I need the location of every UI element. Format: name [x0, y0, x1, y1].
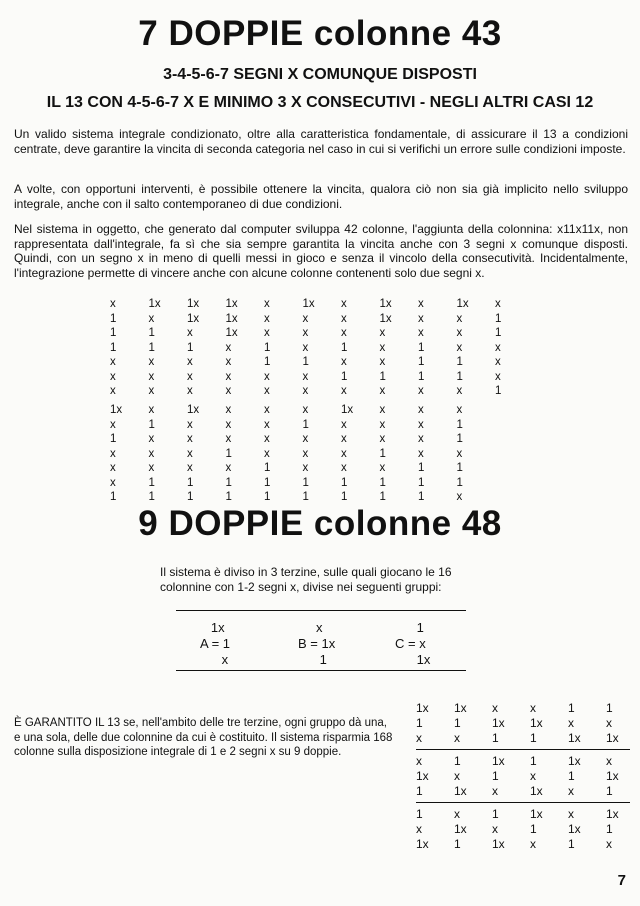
grid-cell: 1 [225, 491, 232, 503]
grid-cell: 1x [606, 769, 619, 783]
grid-cell: 1 [264, 341, 271, 354]
divider-top [176, 610, 466, 611]
grid-cell: x [302, 385, 309, 397]
grid-cell: x [264, 418, 270, 431]
block-divider [416, 749, 630, 750]
grid-cell: 1 [456, 433, 463, 445]
grid-cell: 1 [302, 356, 309, 368]
grid-cell: 1 [187, 476, 194, 489]
grid-cell: x [187, 462, 193, 474]
grid-cell: 1 [454, 837, 461, 851]
grid-cell: x [148, 404, 155, 416]
grid-cell: x [495, 298, 501, 310]
grid-cell: 1 [568, 769, 575, 783]
grid-cell: 1 [456, 462, 463, 474]
grid-row [416, 822, 640, 837]
grid-cell: x [456, 447, 463, 460]
grid-row [416, 807, 640, 822]
grid-cell: x [148, 433, 155, 445]
grid-cell: 1x [568, 754, 581, 768]
grid-cell: 1 [606, 822, 613, 836]
grid-row [110, 341, 534, 356]
grid-cell: x [225, 418, 232, 431]
grid-cell: 1x [148, 298, 161, 310]
grid-cell: x [379, 341, 386, 354]
grid-cell: 1 [148, 327, 155, 339]
grid-cell: x [225, 370, 232, 383]
subtitle-condizioni: IL 13 CON 4-5-6-7 X E MINIMO 3 X CONSECUTIVI - NEGLI ALTRI CASI 12 [46, 94, 594, 111]
grid-cell: x [416, 731, 422, 745]
grid-cell: x [264, 385, 270, 397]
grid-cell: x [379, 433, 386, 445]
grid-cell: 1x [456, 298, 469, 310]
grid-cell: 1x [110, 404, 123, 416]
grid-row [416, 769, 640, 784]
paragraph-2: A volte, con opportuni interventi, è possibile ottenere la vincita, qualora ciò non sia già implicito nello sviluppo integrale, anche con il salto contemporaneo di due condizioni. [14, 182, 628, 211]
grid-cell: 1 [341, 491, 348, 503]
grid-cell: x [456, 385, 463, 397]
grid-cell: x [379, 418, 386, 431]
grid-cell: 1 [606, 701, 613, 715]
grid-cell: x [187, 370, 193, 383]
paragraph-garantito: È GARANTITO IL 13 se, nell'ambito delle tre terzine, ogni gruppo dà una, e una sola, delle due colonnine da cui è costituito. Il sistema risparmia 168 colonne sulla disposizione integrale di 1 e 2 segni x su 9 doppie. [14, 717, 393, 758]
grid-row [110, 461, 495, 476]
grid-cell: 1 [492, 769, 499, 783]
grid-cell: 1 [302, 491, 309, 503]
grid-cell: 1 [606, 784, 613, 798]
grid-row [416, 701, 640, 716]
grid-cell: x [302, 341, 309, 354]
grid-row [416, 754, 640, 769]
grid-cell: 1x [341, 404, 354, 416]
grid-cell: x [379, 385, 386, 397]
grid-cell: 1 [341, 341, 348, 354]
grid-cell: 1 [530, 754, 537, 768]
grid-cell: 1 [110, 491, 117, 503]
grid-cell: x [492, 701, 498, 715]
grid-cell: x [418, 433, 424, 445]
grid-cell: x [495, 356, 501, 368]
grid-cell: x [110, 418, 116, 431]
grid-cell: 1 [302, 476, 309, 489]
title-9-doppie: 9 DOPPIE colonne 48 [138, 504, 502, 543]
grid-cell: x [148, 385, 155, 397]
divider-bottom [176, 670, 466, 671]
grid-cell: x [568, 716, 574, 730]
grid-cell: x [379, 356, 386, 368]
grid-cell: x [456, 341, 463, 354]
paragraph-3: Nel sistema in oggetto, che generato dal computer sviluppa 42 colonne, l'aggiunta della colonnina: x11x11x, non rappresentata dall'integrale, fa sì che sia sempre garantita la vincita anche con 3 segni x comunque disposti. Quindi, con un segno x in meno di quelli messi in gioco e senza il vincolo della consecutività. Incidentalmente, l'integrazione permette di vincere anche con alcune colonne contenenti solo due segni x. [14, 222, 628, 280]
grid-cell: x [530, 701, 536, 715]
grid-cell: 1x [606, 807, 619, 821]
grid-cell: 1x [492, 716, 505, 730]
grid-cell: x [110, 298, 116, 310]
grid-cell: x [418, 385, 424, 397]
grid-cell: x [225, 404, 232, 416]
grid-cell: 1 [264, 356, 271, 368]
grid-row [110, 297, 534, 312]
grid-cell: 1 [148, 476, 155, 489]
grid-cell: x [495, 341, 501, 354]
grid-row [110, 384, 534, 399]
grid-cell: 1x [492, 754, 505, 768]
grid-row [416, 731, 640, 746]
grid-row [416, 716, 640, 731]
grid-cell: x [148, 462, 155, 474]
grid-cell: 1 [530, 731, 537, 745]
grid-cell: 1x [568, 822, 581, 836]
grid-cell: 1 [568, 837, 575, 851]
grid-row [416, 837, 640, 852]
grid-cell: x [456, 312, 463, 325]
grid-cell: x [225, 341, 232, 354]
grid-cell: x [302, 462, 309, 474]
grid-cell: 1 [454, 716, 461, 730]
grid-cell: x [187, 385, 193, 397]
grid-cell: 1 [416, 716, 423, 730]
grid-cell: x [456, 404, 463, 416]
grid-cell: x [456, 327, 463, 339]
grid-cell: x [148, 312, 155, 325]
grid-cell: 1 [416, 784, 423, 798]
grid-cell: x [416, 754, 422, 768]
grid-row [110, 476, 495, 491]
grid-cell: x [264, 433, 270, 445]
grid-cell: x [225, 356, 232, 368]
grid-cell: 1 [454, 754, 461, 768]
grid-cell: x [379, 462, 386, 474]
grid-cell: x [418, 447, 424, 460]
group-b: x B = 1x 1 [298, 620, 336, 667]
grid-cell: 1 [418, 341, 425, 354]
grid-cell: 1 [148, 418, 155, 431]
grid-cell: x [148, 356, 155, 368]
grid-cell: x [264, 327, 270, 339]
subtitle-segni: 3-4-5-6-7 SEGNI X COMUNQUE DISPOSTI [163, 66, 477, 83]
grid-cell: 1 [264, 491, 271, 503]
grid-cell: 1 [456, 418, 463, 431]
grid-cell: 1x [530, 807, 543, 821]
paragraph-1: Un valido sistema integrale condizionato, oltre alla caratteristica fondamentale, di assicurare il 13 a condizioni centrate, deve garantire la vincita di seconda categoria nel caso in cui si verifichi un errore sulle condizioni imposte. [14, 127, 628, 156]
grid-cell: 1 [530, 822, 537, 836]
grid-row [110, 370, 534, 385]
grid-cell: 1 [495, 327, 502, 339]
grid-cell: x [418, 327, 424, 339]
grid-cell: x [492, 784, 498, 798]
grid-cell: x [302, 447, 309, 460]
grid-cell: x [302, 327, 309, 339]
grid-cell: 1 [110, 312, 117, 325]
system-grid-2 [110, 403, 495, 505]
grid-cell: x [264, 447, 270, 460]
grid-cell: 1 [456, 476, 463, 489]
grid-cell: x [264, 404, 270, 416]
grid-cell: 1x [379, 312, 392, 325]
grid-cell: x [418, 312, 424, 325]
grid-cell: 1x [225, 327, 238, 339]
grid-row [110, 403, 495, 418]
grid-cell: x [187, 327, 193, 339]
group-c: 1 C = x 1x [395, 620, 431, 667]
grid-cell: x [341, 462, 347, 474]
grid-cell: 1 [418, 491, 425, 503]
grid-cell: 1 [302, 418, 309, 431]
grid-cell: 1 [187, 491, 194, 503]
grid-row [110, 355, 534, 370]
grid-cell: x [110, 370, 116, 383]
grid-cell: 1 [148, 341, 155, 354]
grid-cell: 1x [379, 298, 392, 310]
grid-cell: 1 [110, 341, 117, 354]
grid-cell: 1x [416, 837, 429, 851]
grid-cell: x [341, 433, 347, 445]
grid-cell: x [454, 731, 460, 745]
grid-cell: x [341, 298, 347, 310]
grid-cell: 1 [148, 491, 155, 503]
grid-cell: x [456, 491, 463, 503]
grid-cell: x [418, 298, 424, 310]
grid-row [416, 784, 640, 799]
system-grid-1 [110, 297, 534, 399]
grid-cell: 1 [568, 701, 575, 715]
grid-cell: 1x [187, 312, 200, 325]
grid-cell: 1 [492, 807, 499, 821]
grid-cell: 1 [418, 356, 425, 368]
grid-cell: x [341, 418, 347, 431]
grid-cell: x [187, 356, 193, 368]
grid-cell: x [418, 418, 424, 431]
grid-cell: x [341, 327, 347, 339]
grid-cell: 1x [454, 822, 467, 836]
grid-cell: x [110, 462, 116, 474]
grid-row [110, 326, 534, 341]
grid-cell: 1x [454, 784, 467, 798]
grid-cell: 1 [418, 462, 425, 474]
grid-cell: x [187, 433, 193, 445]
grid-cell: 1x [416, 769, 429, 783]
grid-cell: 1 [187, 341, 194, 354]
grid-row [110, 490, 495, 505]
grid-cell: 1 [225, 476, 232, 489]
intro-9-doppie: Il sistema è diviso in 3 terzine, sulle quali giocano le 16 colonnine con 1-2 segni x, divise nei seguenti gruppi: [160, 565, 452, 594]
grid-cell: x [495, 370, 501, 383]
grid-row [110, 447, 495, 462]
grid-cell: x [302, 312, 309, 325]
grid-cell: x [606, 837, 612, 851]
grid-cell: x [110, 476, 116, 489]
grid-cell: 1x [492, 837, 505, 851]
grid-cell: x [379, 404, 386, 416]
grid-cell: 1 [110, 433, 117, 445]
grid-cell: x [418, 404, 424, 416]
grid-cell: x [341, 447, 347, 460]
grid-cell: 1 [110, 327, 117, 339]
grid-cell: 1 [379, 370, 386, 383]
grid-cell: 1x [530, 784, 543, 798]
grid-cell: 1 [495, 385, 502, 397]
grid-cell: 1x [568, 731, 581, 745]
grid-cell: x [302, 370, 309, 383]
grid-row [110, 432, 495, 447]
grid-cell: 1 [379, 447, 386, 460]
grid-cell: 1x [225, 298, 238, 310]
grid-row [110, 418, 495, 433]
grid-cell: x [341, 385, 347, 397]
grid-cell: x [530, 837, 536, 851]
grid-cell: 1x [187, 298, 200, 310]
block-divider [416, 802, 630, 803]
grid-cell: x [187, 447, 193, 460]
grid-cell: 1 [341, 476, 348, 489]
grid-cell: 1 [341, 370, 348, 383]
grid-cell: 1x [187, 404, 200, 416]
grid-cell: x [379, 327, 386, 339]
grid-cell: x [606, 754, 612, 768]
grid-cell: x [148, 447, 155, 460]
grid-cell: 1 [379, 476, 386, 489]
grid-cell: x [416, 822, 422, 836]
grid-row [110, 312, 534, 327]
grid-cell: x [264, 298, 270, 310]
grid-cell: x [225, 385, 232, 397]
grid-cell: x [454, 807, 460, 821]
title-7-doppie: 7 DOPPIE colonne 43 [138, 14, 502, 53]
grid-cell: 1x [225, 312, 238, 325]
grid-cell: x [341, 312, 347, 325]
grid-cell: 1 [264, 462, 271, 474]
grid-cell: x [225, 433, 232, 445]
system-grid-9-doppie [416, 701, 640, 852]
grid-cell: x [110, 447, 116, 460]
grid-cell: 1 [418, 476, 425, 489]
group-a: 1x A = 1 x [200, 620, 230, 667]
grid-cell: x [302, 404, 309, 416]
grid-cell: x [530, 769, 536, 783]
grid-cell: x [454, 769, 460, 783]
grid-cell: x [225, 462, 232, 474]
grid-cell: x [264, 370, 270, 383]
page-number: 7 [617, 872, 626, 889]
grid-cell: 1 [416, 807, 423, 821]
grid-cell: x [264, 312, 270, 325]
grid-cell: x [302, 433, 309, 445]
grid-cell: 1x [302, 298, 315, 310]
grid-cell: x [148, 370, 155, 383]
grid-cell: 1x [606, 731, 619, 745]
grid-cell: 1 [379, 491, 386, 503]
grid-cell: x [187, 418, 193, 431]
grid-cell: 1x [530, 716, 543, 730]
grid-cell: x [110, 385, 116, 397]
grid-cell: 1 [225, 447, 232, 460]
grid-cell: 1 [264, 476, 271, 489]
grid-cell: 1 [456, 370, 463, 383]
grid-cell: x [110, 356, 116, 368]
grid-cell: x [341, 356, 347, 368]
grid-cell: 1x [454, 701, 467, 715]
grid-cell: 1 [492, 731, 499, 745]
grid-cell: 1 [495, 312, 502, 325]
grid-cell: x [568, 807, 574, 821]
grid-cell: x [492, 822, 498, 836]
grid-cell: 1 [456, 356, 463, 368]
grid-cell: x [568, 784, 574, 798]
grid-cell: x [606, 716, 612, 730]
grid-cell: 1 [418, 370, 425, 383]
grid-cell: 1x [416, 701, 429, 715]
